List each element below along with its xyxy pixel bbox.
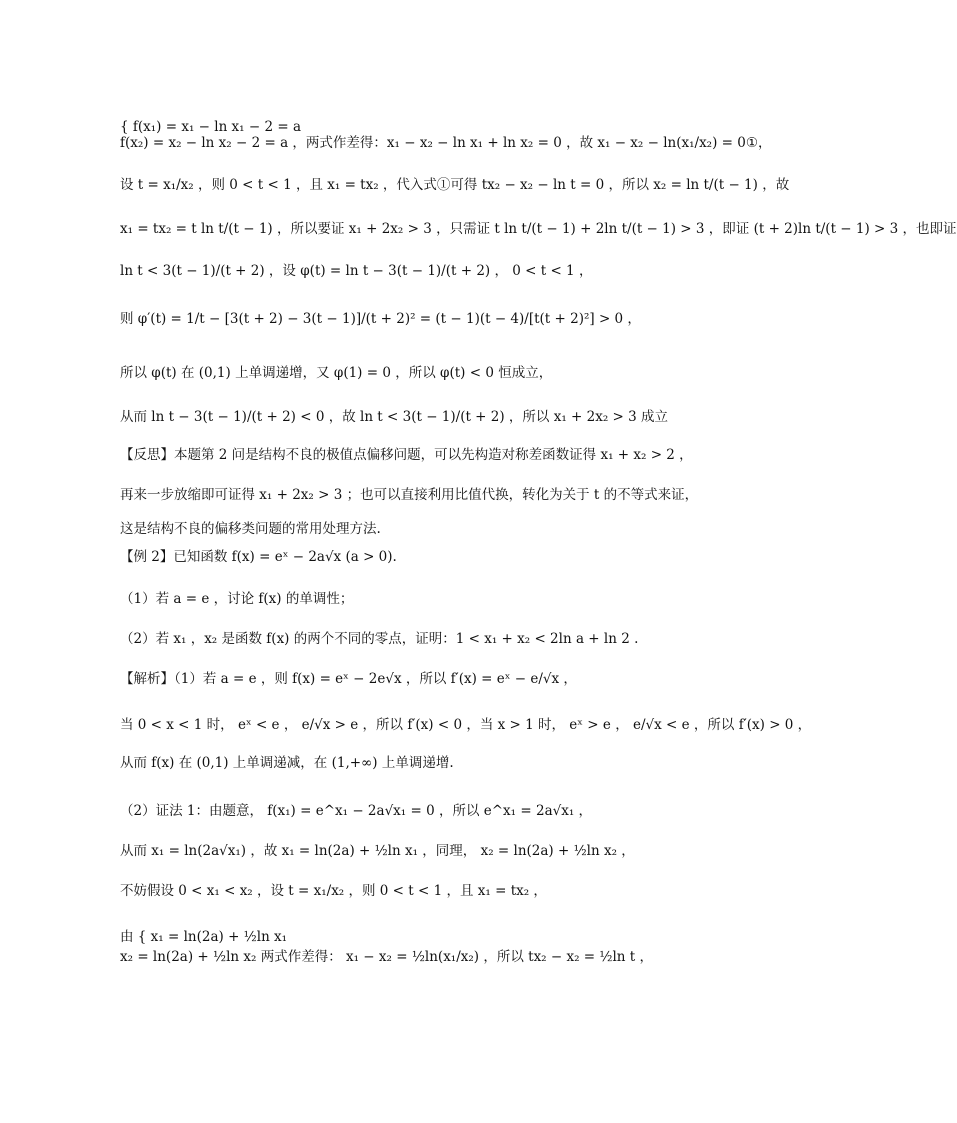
text-line-content: 所以 φ(t) 在 (0,1) 上单调递增，又 φ(1) = 0 ，所以 φ(t) < 0 恒成立， [120,365,553,381]
text-line [120,802,914,820]
text-line-content: 从而 x₁ = ln(2a√x₁) ，故 x₁ = ln(2a) + ½ln x₁ ，同理， x₂ = ln(2a) + ½ln x₂ ， [120,843,635,859]
text-line [120,176,914,194]
text-line-content: x₂ = ln(2a) + ½ln x₂ 两式作差得： x₁ − x₂ = ½ln(x₁/x₂) ，所以 tx₂ − x₂ = ½ln t ， [120,949,654,965]
text-line [120,842,914,860]
text-line [120,220,957,238]
text-line-content: x₁ = tx₂ = t ln t/(t − 1) ，所以要证 x₁ + 2x₂ > 3 ，只需证 t ln t/(t − 1) + 2ln t/(t − 1) > 3 ，即证 (t + 2)ln t/(t − 1) > 3 ，也即证 [120,221,957,237]
text-line [120,754,914,772]
text-line-content: 从而 f(x) 在 (0,1) 上单调递减，在 (1,+∞) 上单调递增. [120,755,454,771]
text-line [120,364,914,382]
text-line-content: 由 { x₁ = ln(2a) + ½ln x₁ [120,929,288,945]
text-line-content: f(x₂) = x₂ − ln x₂ − 2 = a ，两式作差得：x₁ − x₂ − ln x₁ + ln x₂ = 0 ，故 x₁ − x₂ − ln(x₁/x₂) = 0①， [120,135,772,151]
text-line [120,262,914,280]
text-line-content: （1）若 a = e ，讨论 f(x) 的单调性； [120,591,354,607]
text-line-content: 从而 ln t − 3(t − 1)/(t + 2) < 0 ，故 ln t < 3(t − 1)/(t + 2) ，所以 x₁ + 2x₂ > 3 成立 [120,409,669,425]
text-line-content: 设 t = x₁/x₂ ，则 0 < t < 1 ，且 x₁ = tx₂ ，代入式①可得 tx₂ − x₂ − ln t = 0 ，所以 x₂ = ln t/(t − 1) ，故 [120,177,790,193]
text-line-content: 【例 2】已知函数 f(x) = eˣ − 2a√x (a > 0). [120,549,397,565]
text-line [120,670,914,688]
text-line-content: 再来一步放缩即可证得 x₁ + 2x₂ > 3 ；也可以直接利用比值代换，转化为关于 t 的不等式来证， [120,487,699,503]
text-line-content: 这是结构不良的偏移类问题的常用处理方法. [120,521,381,537]
text-line [120,630,914,648]
text-line [120,310,914,328]
text-line-content: 【反思】本题第 2 问是结构不良的极值点偏移问题，可以先构造对称差函数证得 x₁ + x₂ > 2 ， [120,447,693,463]
text-line [120,928,914,946]
text-line [120,134,914,152]
text-line-content: { f(x₁) = x₁ − ln x₁ − 2 = a [120,119,302,135]
text-line [120,948,914,966]
text-line-content: 【解析】（1）若 a = e ，则 f(x) = eˣ − 2e√x ，所以 f′(x) = eˣ − e/√x ， [120,671,577,687]
text-line [120,408,914,426]
text-line [120,520,914,538]
text-line-content: （2）证法 1：由题意， f(x₁) = e^x₁ − 2a√x₁ = 0 ，所以 e^x₁ = 2a√x₁ ， [120,803,593,819]
text-line [120,716,914,734]
text-line-content: ln t < 3(t − 1)/(t + 2) ，设 φ(t) = ln t − 3(t − 1)/(t + 2) ， 0 < t < 1 ， [120,263,593,279]
text-line [120,548,914,566]
text-line [120,486,914,504]
text-line [120,590,914,608]
text-line-content: 当 0 < x < 1 时， eˣ < e ， e/√x > e ，所以 f′(x) < 0 ，当 x > 1 时， eˣ > e ， e/√x < e ，所以 f′(x) > 0 ， [120,717,812,733]
text-line [120,446,914,464]
text-line-content: 不妨假设 0 < x₁ < x₂ ，设 t = x₁/x₂ ，则 0 < t < 1 ，且 x₁ = tx₂ ， [120,883,547,899]
text-line-content: （2）若 x₁ ，x₂ 是函数 f(x) 的两个不同的零点，证明：1 < x₁ + x₂ < 2ln a + ln 2 . [120,631,639,647]
text-line-content: 则 φ′(t) = 1/t − [3(t + 2) − 3(t − 1)]/(t + 2)² = (t − 1)(t − 4)/[t(t + 2)²] > 0 ， [120,311,641,327]
text-line [120,882,914,900]
